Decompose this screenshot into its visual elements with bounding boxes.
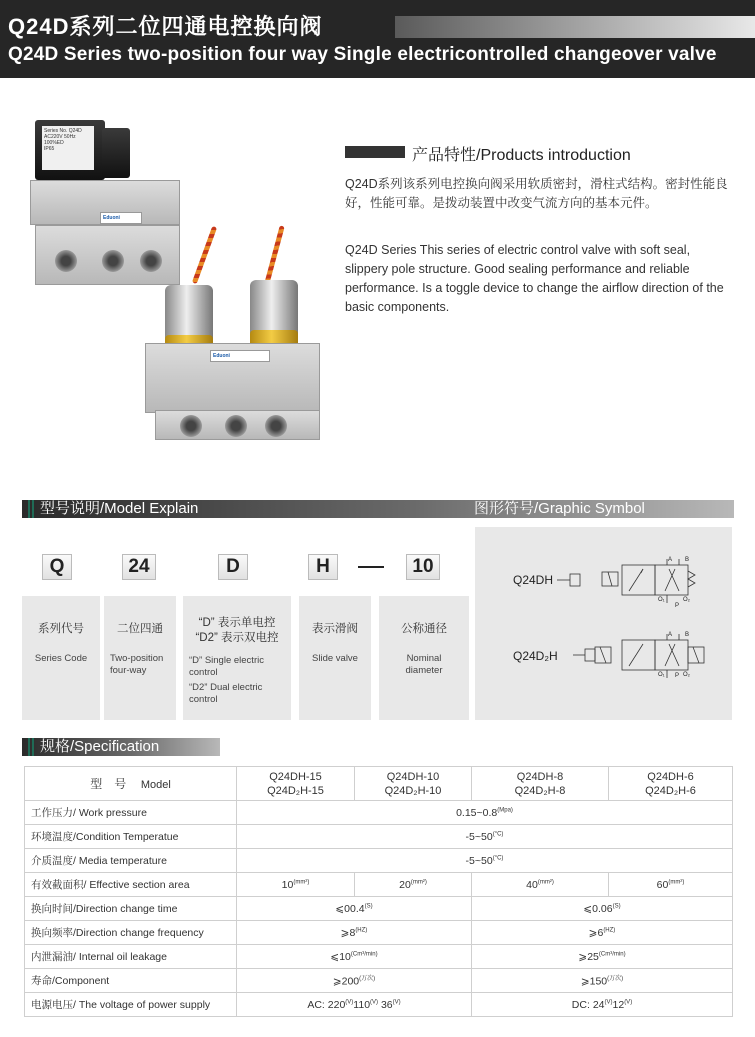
table-row — [25, 945, 733, 969]
row-label: 工作压力/ Work pressure — [25, 801, 237, 825]
table-row — [25, 801, 733, 825]
product-tag: Eduoni — [100, 212, 142, 224]
port-label-o1-2: O₁ — [658, 672, 665, 678]
intro-marker — [345, 146, 405, 158]
row-value: $⩽00.4^{(S)}$ — [237, 897, 472, 921]
model-explain-title: 型号说明/Model Explain — [40, 500, 199, 517]
port-label-o1: O₁ — [658, 597, 665, 603]
table-row-model — [25, 767, 733, 801]
product-tag: Eduoni — [210, 350, 270, 362]
table-row — [25, 873, 733, 897]
code-dash — [358, 566, 384, 568]
box-solenoid-type: “D” 表示单电控 “D2” 表示双电控 “D” Single electric control “D2” Dual electric control — [183, 596, 291, 720]
specification-bar — [22, 738, 220, 756]
table-row — [25, 921, 733, 945]
port-label-b-2: B — [685, 632, 690, 638]
table-row — [25, 825, 733, 849]
row-label: 电源电压/ The voltage of power supply — [25, 993, 237, 1017]
symbol-label-single: Q24DH — [513, 573, 554, 587]
code-10: 10 — [406, 554, 440, 580]
row-value-ac: AC: $220^{(V)}110^{(V)}$ $36^{(V)}$ — [237, 993, 472, 1017]
wire-right — [264, 225, 284, 284]
port-label-b: B — [685, 557, 690, 563]
row-value: $⩾8^{(HZ)}$ — [237, 921, 472, 945]
row-value: $-5\sim 50^{(^\circ C)}$ — [237, 849, 733, 873]
specification-title: 规格/Specification — [40, 738, 160, 755]
code-d: D — [218, 554, 248, 580]
port-label-a: A — [668, 557, 673, 563]
row-value: $40^{(mm^2)}$ — [472, 873, 609, 897]
row-value: $⩽10^{(Cm^3/min)}$ — [237, 945, 472, 969]
title-en: Q24D Series two-position four way Single electricontrolled changeover valve — [8, 44, 717, 65]
row-value: $⩾200^{(万次)}$ — [237, 969, 472, 993]
port-label-p: P — [675, 603, 680, 609]
row-value: $⩽0.06^{(S)}$ — [472, 897, 733, 921]
port-label-o2-2: O₂ — [683, 672, 690, 678]
intro-text-cn: Q24D系列该系列电控换向阀采用软质密封，滑柱式结构。密封性能良好，性能可靠。是拨动装置中改变气流方向的基本元件。 — [345, 177, 728, 210]
intro-text-en: Q24D Series This series of electric control valve with soft seal, slippery pole structure. Good sealing performance and reliable performance. Is a toggle device to change the airflow direction of the basic components. — [345, 243, 724, 314]
bar-stripe — [28, 738, 36, 756]
symbol-label-double: Q24D₂H — [513, 649, 558, 663]
table-row — [25, 897, 733, 921]
bar-stripe — [28, 500, 36, 518]
model-cell-6: Q24DH-6 Q24D₂H-6 — [609, 767, 733, 801]
model-explain-bar — [22, 500, 734, 518]
row-value: $10^{(mm^2)}$ — [237, 873, 355, 897]
intro-title: 产品特性/Products introduction — [412, 147, 631, 164]
model-header-cell: 型 号 Model — [25, 767, 237, 801]
row-label: 有效截面积/ Effective section area — [25, 873, 237, 897]
row-value: $0.15\sim 0.8^{(Mpa)}$ — [237, 801, 733, 825]
port-label-a-2: A — [668, 632, 673, 638]
coil-label: Series No. Q24D AC220V 50Hz 100%ED IP65 — [42, 126, 94, 170]
row-value: $⩾25^{(Cm^3/min)}$ — [472, 945, 733, 969]
row-label: 换向时间/Direction change time — [25, 897, 237, 921]
valve-symbol-single — [475, 527, 732, 720]
model-cell-8: Q24DH-8 Q24D₂H-8 — [472, 767, 609, 801]
header-gradient-bar — [395, 16, 755, 38]
row-label: 内泄漏油/ Internal oil leakage — [25, 945, 237, 969]
row-value: $20^{(mm^2)}$ — [355, 873, 472, 897]
row-label: 介质温度/ Media temperature — [25, 849, 237, 873]
port-2 — [102, 250, 124, 272]
graphic-symbol-box — [475, 527, 732, 720]
table-row — [25, 849, 733, 873]
box-slide-valve: 表示滑阀 Slide valve — [299, 596, 371, 720]
model-cell-10: Q24DH-10 Q24D₂H-10 — [355, 767, 472, 801]
port-b — [225, 415, 247, 437]
table-row — [25, 993, 733, 1017]
code-h: H — [308, 554, 338, 580]
product-image-double-solenoid — [140, 225, 330, 445]
graphic-symbol-title: 图形符号/Graphic Symbol — [474, 500, 645, 517]
row-value: $⩾150^{(万次)}$ — [472, 969, 733, 993]
title-cn: Q24D系列二位四通电控换向阀 — [8, 14, 323, 39]
page-header — [0, 0, 755, 78]
box-series-code: 系列代号 Series Code — [22, 596, 100, 720]
wire-left — [192, 226, 217, 284]
row-value: $⩾6^{(HZ)}$ — [472, 921, 733, 945]
row-value-dc: DC: $24^{(V)}12^{(V)}$ — [472, 993, 733, 1017]
port-a — [180, 415, 202, 437]
specification-table — [24, 766, 733, 1017]
code-q: Q — [42, 554, 72, 580]
box-nominal-diameter: 公称通径 Nominal diameter — [379, 596, 469, 720]
port-label-o2: O₂ — [683, 597, 690, 603]
row-label: 寿命/Component — [25, 969, 237, 993]
row-label: 环境温度/Condition Temperatue — [25, 825, 237, 849]
row-label: 换向频率/Direction change frequency — [25, 921, 237, 945]
row-value: $-5\sim 50^{(^\circ C)}$ — [237, 825, 733, 849]
row-value: $60^{(mm^2)}$ — [609, 873, 733, 897]
port-label-p-2: P — [675, 673, 680, 679]
model-cell-15: Q24DH-15 Q24D₂H-15 — [237, 767, 355, 801]
box-two-position: 二位四通 Two-position four-way — [104, 596, 176, 720]
table-row — [25, 969, 733, 993]
port-c — [265, 415, 287, 437]
port-1 — [55, 250, 77, 272]
connector-plug — [102, 128, 130, 178]
code-24: 24 — [122, 554, 156, 580]
